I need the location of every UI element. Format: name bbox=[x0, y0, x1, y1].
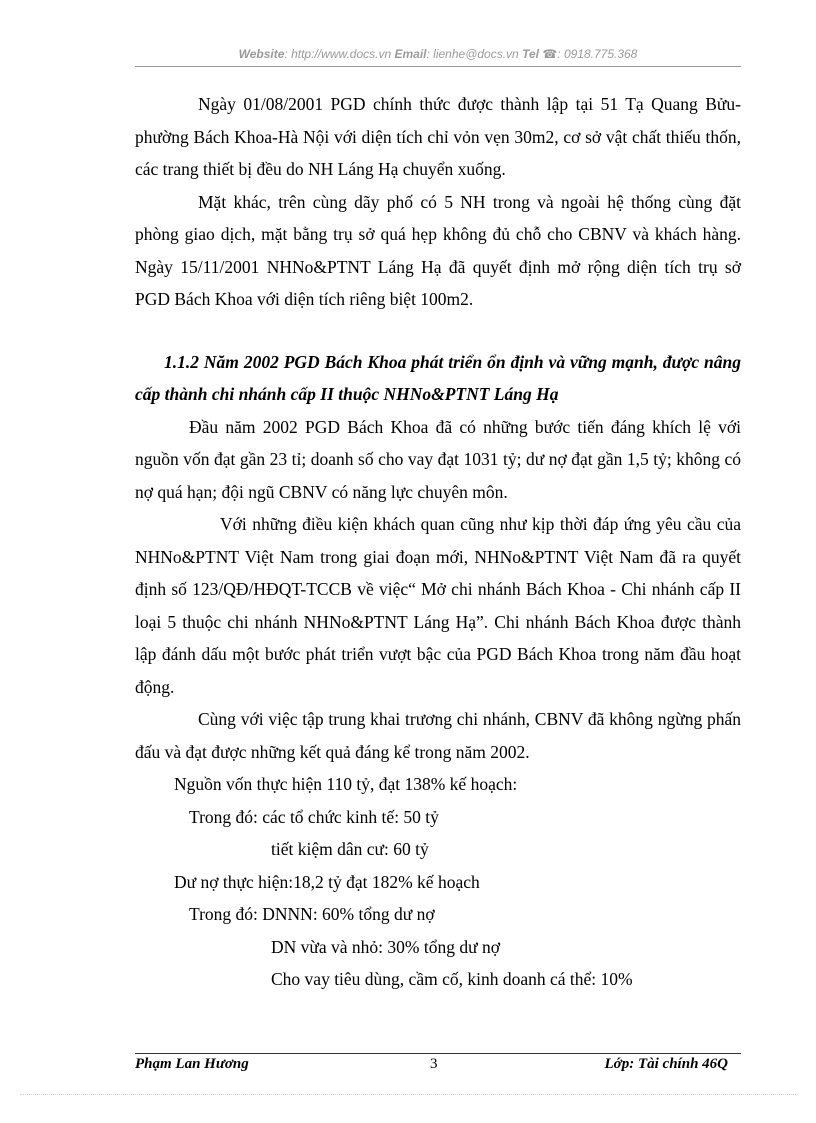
page-header bbox=[135, 47, 741, 61]
email-label: Email bbox=[394, 47, 427, 61]
page-bottom-border bbox=[20, 1094, 796, 1095]
paragraph-5: Cùng với việc tập trung khai trương chi nhánh, CBNV đã không ngừng phấn đấu và đạt được những kết quả đáng kể trong năm 2002. bbox=[135, 709, 741, 762]
tel-label: Tel bbox=[522, 47, 539, 61]
page-number: 3 bbox=[430, 1056, 438, 1072]
footer-divider bbox=[135, 1053, 741, 1054]
paragraph-4: Với những điều kiện khách quan cũng như kịp thời đáp ứng yêu cầu của NHNo&PTNT Việt Nam trong giai đoạn mới, NHNo&PTNT Việt Nam đã ra quyết định số 123/QĐ/HĐQT-TCCB về việc“ Mở chi nhánh Bách Khoa - Chi nhánh cấp II loại 5 thuộc chi nhánh NHNo&PTNT Láng Hạ”. Chi nhánh Bách Khoa được thành lập đánh dấu một bước phát triển vượt bậc của PGD Bách Khoa trong năm đầu hoạt động. bbox=[135, 514, 741, 697]
header-divider bbox=[135, 66, 741, 67]
phone-icon: ☎ bbox=[542, 47, 558, 61]
website-value: : http://www.docs.vn bbox=[284, 47, 392, 61]
paragraph-3: Đầu năm 2002 PGD Bách Khoa đã có những bước tiến đáng khích lệ với nguồn vốn đạt gần 23 tỉ; doanh số cho vay đạt 1031 tỷ; dư nợ đạt gần 1,5 tỷ; không có nợ quá hạn; đội ngũ CBNV có năng lực chuyên môn. bbox=[135, 416, 741, 502]
list-item: DN vừa và nhỏ: 30% tổng dư nợ bbox=[271, 936, 500, 957]
paragraph-2: Mặt khác, trên cùng dãy phố có 5 NH trong và ngoài hệ thống cùng đặt phòng giao dịch, mặt bằng trụ sở quá hẹp không đủ chỗ cho CBNV và khách hàng. Ngày 15/11/2001 NHNo&PTNT Láng Hạ đã quyết định mở rộng diện tích trụ sở PGD Bách Khoa với diện tích riêng biệt 100m2. bbox=[135, 191, 741, 309]
list-item: Dư nợ thực hiện:18,2 tỷ đạt 182% kế hoạch bbox=[174, 871, 480, 892]
section-heading: 1.1.2 Năm 2002 PGD Bách Khoa phát triển ổn định và vững mạnh, được nâng cấp thành chi nhánh cấp II thuộc NHNo&PTNT Láng Hạ bbox=[135, 351, 741, 404]
paragraph-1: Ngày 01/08/2001 PGD chính thức được thành lập tại 51 Tạ Quang Bửu-phường Bách Khoa-Hà Nội với diện tích chỉ vỏn vẹn 30m2, cơ sở vật chất thiếu thốn, các trang thiết bị đều do NH Láng Hạ chuyển xuống. bbox=[135, 94, 741, 179]
document-body bbox=[135, 88, 741, 996]
list-item: Trong đó: DNNN: 60% tổng dư nợ bbox=[189, 904, 435, 924]
tel-value: : 0918.775.368 bbox=[557, 47, 638, 61]
footer-class: Lớp: Tài chính 46Q bbox=[604, 1056, 728, 1072]
page-footer bbox=[135, 1056, 741, 1078]
list-item: Nguồn vốn thực hiện 110 tỷ, đạt 138% kế hoạch: bbox=[174, 774, 518, 794]
website-label: Website bbox=[238, 47, 285, 61]
list-item: tiết kiệm dân cư: 60 tỷ bbox=[271, 839, 429, 859]
footer-author: Phạm Lan Hương bbox=[135, 1056, 249, 1072]
email-value: : lienhe@docs.vn bbox=[426, 47, 519, 61]
list-item: Cho vay tiêu dùng, cầm cố, kinh doanh cá thể: 10% bbox=[271, 969, 633, 989]
list-item: Trong đó: các tổ chức kinh tế: 50 tỷ bbox=[189, 806, 439, 827]
